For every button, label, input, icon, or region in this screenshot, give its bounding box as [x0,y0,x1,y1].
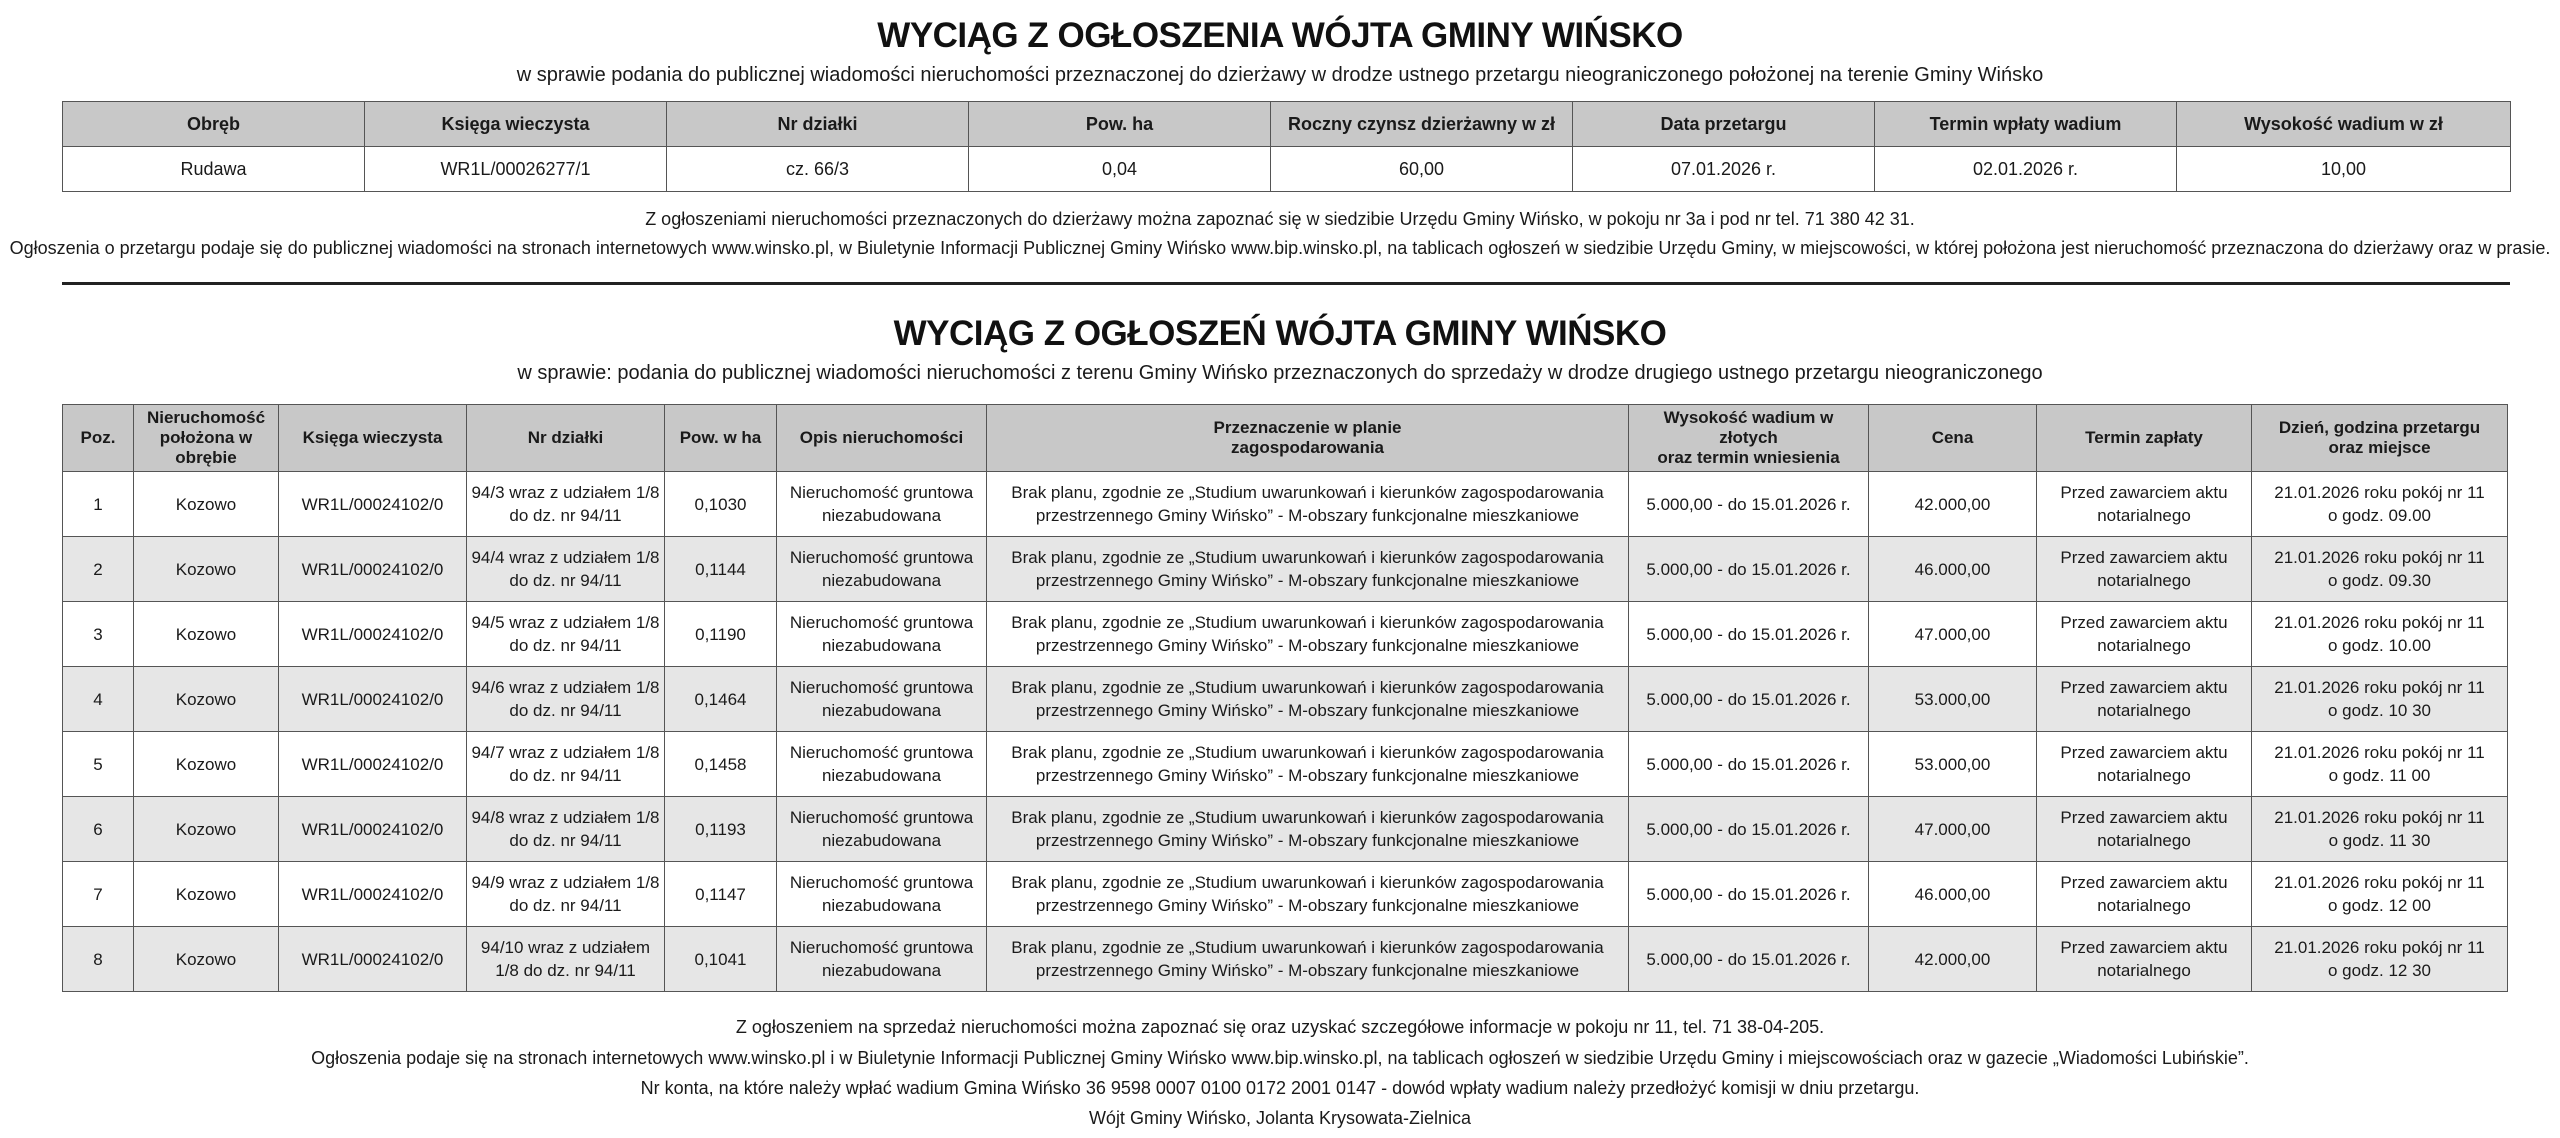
column-header: Poz. [63,405,134,472]
table-cell: Przed zawarciem aktu notarialnego [2037,667,2252,732]
section-divider [62,282,2510,285]
sale-table-header [63,405,2508,472]
table-cell: Nieruchomość gruntowa niezabudowana [777,537,987,602]
table-cell: WR1L/00024102/0 [279,602,467,667]
table-cell: 0,1458 [665,732,777,797]
table-cell: Nieruchomość gruntowa niezabudowana [777,862,987,927]
table-cell: Brak planu, zgodnie ze „Studium uwarunkowań i kierunków zagospodarowania przestrzennego Gminy Wińsko” - M-obszary funkcjonalne mieszkaniowe [987,537,1629,602]
table-cell: 5.000,00 - do 15.01.2026 r. [1629,862,1869,927]
table-cell: 10,00 [2177,147,2511,192]
table-cell: Brak planu, zgodnie ze „Studium uwarunkowań i kierunków zagospodarowania przestrzennego Gminy Wińsko” - M-obszary funkcjonalne mieszkaniowe [987,927,1629,992]
sale-table [62,404,2508,992]
table-cell: Brak planu, zgodnie ze „Studium uwarunkowań i kierunków zagospodarowania przestrzennego Gminy Wińsko” - M-obszary funkcjonalne mieszkaniowe [987,862,1629,927]
table-cell: 07.01.2026 r. [1573,147,1875,192]
lease-table-body [63,147,2511,192]
table-cell: 0,1144 [665,537,777,602]
table-row [63,602,2508,667]
lease-note-contact: Z ogłoszeniami nieruchomości przeznaczonych do dzierżawy można zapoznać się w siedzibie Urzędu Gminy Wińsko, w pokoju nr 3a i pod nr tel. 71 380 42 31. [645,209,1915,229]
table-cell: 02.01.2026 r. [1875,147,2177,192]
column-header: Termin wpłaty wadium [1875,102,2177,147]
table-cell: 0,1464 [665,667,777,732]
table-row [63,732,2508,797]
table-cell: 4 [63,667,134,732]
table-cell: 3 [63,602,134,667]
table-cell: 47.000,00 [1869,602,2037,667]
table-cell: 0,1193 [665,797,777,862]
lease-table [62,101,2511,192]
column-header: Data przetargu [1573,102,1875,147]
table-cell: WR1L/00024102/0 [279,862,467,927]
table-cell: 53.000,00 [1869,667,2037,732]
table-cell: 21.01.2026 roku pokój nr 11 o godz. 11 30 [2252,797,2508,862]
column-header: Nr działki [467,405,665,472]
table-cell: 6 [63,797,134,862]
table-cell: 46.000,00 [1869,862,2037,927]
table-cell: 21.01.2026 roku pokój nr 11 o godz. 10.00 [2252,602,2508,667]
table-cell: WR1L/00024102/0 [279,797,467,862]
table-cell: Przed zawarciem aktu notarialnego [2037,797,2252,862]
table-cell: 5.000,00 - do 15.01.2026 r. [1629,602,1869,667]
table-cell: 21.01.2026 roku pokój nr 11 o godz. 11 00 [2252,732,2508,797]
column-header: Nieruchomość położona w obrębie [134,405,279,472]
table-cell: WR1L/00024102/0 [279,537,467,602]
table-row [63,927,2508,992]
table-cell: Kozowo [134,862,279,927]
column-header: Cena [1869,405,2037,472]
table-cell: Kozowo [134,472,279,537]
signature: Wójt Gminy Wińsko, Jolanta Krysowata-Zielnica [1088,1108,1472,1128]
table-cell: 8 [63,927,134,992]
table-cell: 21.01.2026 roku pokój nr 11 o godz. 09.00 [2252,472,2508,537]
table-cell: 60,00 [1271,147,1573,192]
table-cell: Kozowo [134,602,279,667]
column-header: Termin zapłaty [2037,405,2252,472]
column-header: Nr działki [667,102,969,147]
table-cell: WR1L/00024102/0 [279,667,467,732]
table-cell: Brak planu, zgodnie ze „Studium uwarunkowań i kierunków zagospodarowania przestrzennego Gminy Wińsko” - M-obszary funkcjonalne mieszkaniowe [987,732,1629,797]
table-cell: Kozowo [134,927,279,992]
table-cell: WR1L/00024102/0 [279,472,467,537]
table-cell: WR1L/00026277/1 [365,147,667,192]
table-cell: 2 [63,537,134,602]
sale-table-body [63,472,2508,992]
table-cell: 94/9 wraz z udziałem 1/8 do dz. nr 94/11 [467,862,665,927]
table-cell: 0,04 [969,147,1271,192]
table-cell: 5.000,00 - do 15.01.2026 r. [1629,472,1869,537]
table-cell: 21.01.2026 roku pokój nr 11 o godz. 12 00 [2252,862,2508,927]
table-cell: Brak planu, zgodnie ze „Studium uwarunkowań i kierunków zagospodarowania przestrzennego Gminy Wińsko” - M-obszary funkcjonalne mieszkaniowe [987,797,1629,862]
table-cell: Kozowo [134,537,279,602]
lease-subtitle: w sprawie podania do publicznej wiadomości nieruchomości przeznaczonej do dzierżawy w drodze ustnego przetargu nieograniczonego położonej na terenie Gminy Wińsko [516,64,2044,86]
table-cell: Przed zawarciem aktu notarialnego [2037,732,2252,797]
table-cell: Przed zawarciem aktu notarialnego [2037,862,2252,927]
table-cell: 21.01.2026 roku pokój nr 11 o godz. 09.30 [2252,537,2508,602]
table-cell: 0,1030 [665,472,777,537]
table-cell: 5.000,00 - do 15.01.2026 r. [1629,797,1869,862]
table-cell: Rudawa [63,147,365,192]
table-cell: Przed zawarciem aktu notarialnego [2037,602,2252,667]
lease-title: WYCIĄG Z OGŁOSZENIA WÓJTA GMINY WIŃSKO [877,16,1683,55]
table-cell: Nieruchomość gruntowa niezabudowana [777,472,987,537]
table-cell: WR1L/00024102/0 [279,732,467,797]
table-cell: 94/10 wraz z udziałem 1/8 do dz. nr 94/11 [467,927,665,992]
table-row [63,472,2508,537]
table-cell: Nieruchomość gruntowa niezabudowana [777,732,987,797]
table-cell: 5.000,00 - do 15.01.2026 r. [1629,927,1869,992]
table-cell: 94/7 wraz z udziałem 1/8 do dz. nr 94/11 [467,732,665,797]
table-cell: 1 [63,472,134,537]
table-cell: Brak planu, zgodnie ze „Studium uwarunkowań i kierunków zagospodarowania przestrzennego Gminy Wińsko” - M-obszary funkcjonalne mieszkaniowe [987,667,1629,732]
column-header: Obręb [63,102,365,147]
sale-subtitle: w sprawie: podania do publicznej wiadomości nieruchomości z terenu Gminy Wińsko przeznaczonych do sprzedaży w drodze drugiego ustnego przetargu nieograniczonego [517,362,2043,384]
column-header: Dzień, godzina przetargu oraz miejsce [2252,405,2508,472]
sale-note-publication: Ogłoszenia podaje się na stronach internetowych www.winsko.pl i w Biuletynie Informacji Publicznej Gminy Wińsko www.bip.winsko.pl, na tablicach ogłoszeń w siedzibie Urzędu Gminy i miejscowościach oraz w gazecie „Wiadomości Lubińskie”. [311,1048,2249,1068]
column-header: Księga wieczysta [279,405,467,472]
table-cell: Nieruchomość gruntowa niezabudowana [777,667,987,732]
table-cell: Przed zawarciem aktu notarialnego [2037,472,2252,537]
table-row [63,667,2508,732]
table-row [63,147,2511,192]
column-header: Pow. ha [969,102,1271,147]
lease-note-publication: Ogłoszenia o przetargu podaje się do publicznej wiadomości na stronach internetowych www.winsko.pl, w Biuletynie Informacji Publicznej Gminy Wińsko www.bip.winsko.pl, na tablicach ogłoszeń w siedzibie Urzędu Gminy, w miejscowości, w której położona jest nieruchomość przeznaczona do dzierżawy oraz w prasie. [9,238,2551,258]
column-header: Opis nieruchomości [777,405,987,472]
table-cell: 21.01.2026 roku pokój nr 11 o godz. 10 30 [2252,667,2508,732]
table-cell: 94/4 wraz z udziałem 1/8 do dz. nr 94/11 [467,537,665,602]
table-cell: 5.000,00 - do 15.01.2026 r. [1629,537,1869,602]
sale-note-info: Z ogłoszeniem na sprzedaż nieruchomości można zapoznać się oraz uzyskać szczegółowe informacje w pokoju nr 11, tel. 71 38-04-205. [735,1017,1825,1037]
table-cell: Brak planu, zgodnie ze „Studium uwarunkowań i kierunków zagospodarowania przestrzennego Gminy Wińsko” - M-obszary funkcjonalne mieszkaniowe [987,472,1629,537]
column-header: Księga wieczysta [365,102,667,147]
column-header: Pow. w ha [665,405,777,472]
table-cell: Nieruchomość gruntowa niezabudowana [777,602,987,667]
column-header: Przeznaczenie w planie zagospodarowania [987,405,1629,472]
table-cell: Nieruchomość gruntowa niezabudowana [777,927,987,992]
table-cell: 42.000,00 [1869,472,2037,537]
column-header: Roczny czynsz dzierżawny w zł [1271,102,1573,147]
table-cell: Kozowo [134,732,279,797]
table-cell: 7 [63,862,134,927]
table-cell: 5.000,00 - do 15.01.2026 r. [1629,732,1869,797]
table-cell: Przed zawarciem aktu notarialnego [2037,537,2252,602]
table-cell: 94/5 wraz z udziałem 1/8 do dz. nr 94/11 [467,602,665,667]
table-cell: 5.000,00 - do 15.01.2026 r. [1629,667,1869,732]
table-row [63,537,2508,602]
lease-table-header [63,102,2511,147]
table-cell: 94/6 wraz z udziałem 1/8 do dz. nr 94/11 [467,667,665,732]
table-cell: WR1L/00024102/0 [279,927,467,992]
table-cell: 0,1147 [665,862,777,927]
table-cell: 94/8 wraz z udziałem 1/8 do dz. nr 94/11 [467,797,665,862]
table-cell: 46.000,00 [1869,537,2037,602]
table-cell: Kozowo [134,797,279,862]
table-cell: 42.000,00 [1869,927,2037,992]
table-cell: Brak planu, zgodnie ze „Studium uwarunkowań i kierunków zagospodarowania przestrzennego Gminy Wińsko” - M-obszary funkcjonalne mieszkaniowe [987,602,1629,667]
table-cell: 0,1041 [665,927,777,992]
table-cell: 5 [63,732,134,797]
table-cell: cz. 66/3 [667,147,969,192]
table-cell: Nieruchomość gruntowa niezabudowana [777,797,987,862]
column-header: Wysokość wadium w złotych oraz termin wniesienia [1629,405,1869,472]
table-cell: 94/3 wraz z udziałem 1/8 do dz. nr 94/11 [467,472,665,537]
table-cell: 53.000,00 [1869,732,2037,797]
table-cell: 21.01.2026 roku pokój nr 11 o godz. 12 30 [2252,927,2508,992]
column-header: Wysokość wadium w zł [2177,102,2511,147]
table-cell: 47.000,00 [1869,797,2037,862]
sale-note-bank-account: Nr konta, na które należy wpłać wadium Gmina Wińsko 36 9598 0007 0100 0172 2001 0147 - dowód wpłaty wadium należy przedłożyć komisji w dniu przetargu. [640,1078,1920,1098]
table-cell: Kozowo [134,667,279,732]
table-row [63,862,2508,927]
table-cell: 0,1190 [665,602,777,667]
sale-title: WYCIĄG Z OGŁOSZEŃ WÓJTA GMINY WIŃSKO [893,314,1667,353]
table-cell: Przed zawarciem aktu notarialnego [2037,927,2252,992]
table-row [63,797,2508,862]
